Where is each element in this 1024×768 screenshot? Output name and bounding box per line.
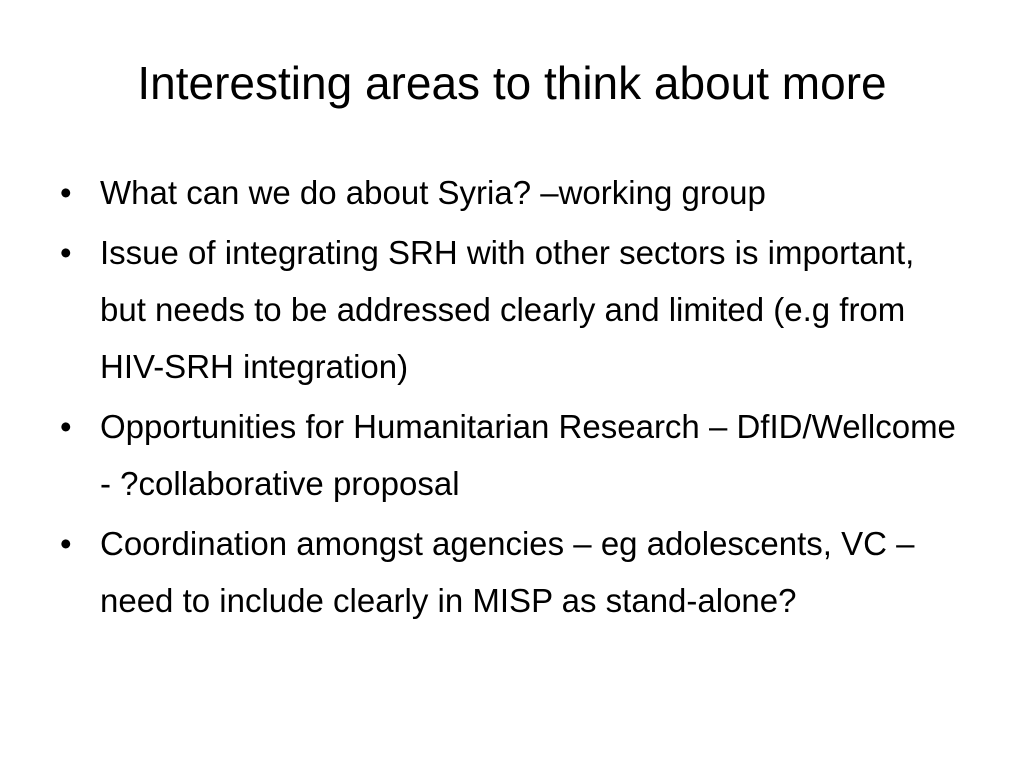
bullet-item	[60, 398, 960, 512]
bullet-dot-icon: •	[60, 234, 72, 271]
bullet-item	[60, 515, 960, 629]
bullet-list	[60, 164, 960, 632]
bullet-text: Opportunities for Humanitarian Research – DfID/Wellcome - ?collaborative proposal	[100, 408, 956, 502]
bullet-item	[60, 224, 960, 395]
bullet-text: What can we do about Syria? –working group	[100, 174, 766, 211]
bullet-dot-icon: •	[60, 174, 72, 211]
bullet-text: Issue of integrating SRH with other sectors is important, but needs to be addressed clearly and limited (e.g from HIV-SRH integration)	[100, 234, 915, 385]
slide-title: Interesting areas to think about more	[137, 57, 887, 109]
bullet-text: Coordination amongst agencies – eg adolescents, VC – need to include clearly in MISP as stand-alone?	[100, 525, 915, 619]
bullet-dot-icon: •	[60, 525, 72, 562]
bullet-item	[60, 164, 960, 221]
bullet-dot-icon: •	[60, 408, 72, 445]
